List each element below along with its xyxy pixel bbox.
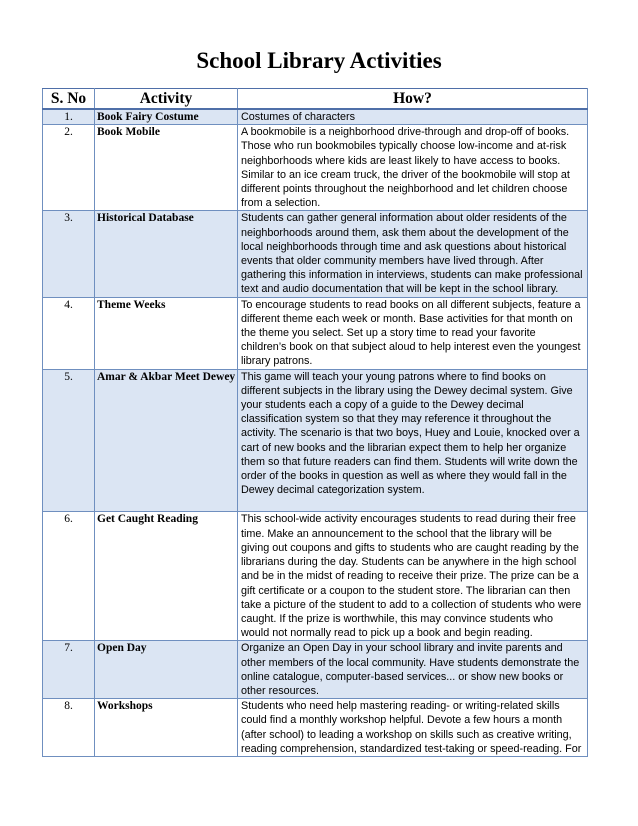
row-how: Students who need help mastering reading- or writing-related skills could find a monthly workshop helpful. Devote a few hours a month (after school) to leading a workshop on skills such as creative writing, reading comprehension, standardized test-taking or speed-reading. For: [238, 699, 588, 757]
row-number: 8.: [43, 699, 95, 757]
row-number: 4.: [43, 297, 95, 369]
row-how: This school-wide activity encourages students to read during their free time. Make an announcement to the school that the library will be giving out coupons and gifts to students who are caught reading by the librarians during the day. Students can be anywhere in the high school and be in the midst of reading to receive their prize. The prize can be a gift certificate or a coupon to the student store. The librarian can then take a picture of the student to add to a collection of students who were caught. If the prize is worthwhile, this may convince students who would not normally read to pick up a book and begin reading.: [238, 512, 588, 641]
row-activity: Book Fairy Costume: [95, 109, 238, 125]
row-activity: Amar & Akbar Meet Dewey: [95, 369, 238, 512]
table-row: [43, 211, 588, 297]
header-activity: Activity: [95, 89, 238, 110]
table-header-row: [43, 89, 588, 110]
row-number: 1.: [43, 109, 95, 125]
header-serial-no: S. No: [43, 89, 95, 110]
table-row: [43, 369, 588, 512]
activities-table: [42, 88, 588, 757]
row-number: 6.: [43, 512, 95, 641]
row-how: To encourage students to read books on all different subjects, feature a different theme each week or month. Base activities for that month on the theme you select. Set up a story time to read your favorite children’s book on that subject aloud to help interest even the youngest library patrons.: [238, 297, 588, 369]
row-number: 2.: [43, 125, 95, 211]
table-row: [43, 512, 588, 641]
table-row: [43, 699, 588, 757]
row-activity: Get Caught Reading: [95, 512, 238, 641]
row-number: 5.: [43, 369, 95, 512]
row-activity: Historical Database: [95, 211, 238, 297]
table-row: [43, 297, 588, 369]
row-how: This game will teach your young patrons where to find books on different subjects in the library using the Dewey decimal system. Give your students each a copy of a guide to the Dewey decimal classification system so that they may reference it throughout the activity. The scenario is that two boys, Huey and Louie, knocked over a cart of new books and the librarian expect them to help her organize them so that future readers can find them. Students will write down the order of the books in question as well as where they would fall in the Dewey decimal categorization system.: [238, 369, 588, 512]
row-how: Students can gather general information about older residents of the neighborhoods around them, ask them about the development of the local neighborhoods through time and ask questions about historical events that older community members have lived through. After gathering this information in interviews, students can make professional text and audio documentation that will be kept in the school library.: [238, 211, 588, 297]
row-how: Organize an Open Day in your school library and invite parents and other members of the local community. Have students demonstrate the online catalogue, computer-based services... or show new books or other resources.: [238, 641, 588, 699]
row-activity: Theme Weeks: [95, 297, 238, 369]
row-activity: Workshops: [95, 699, 238, 757]
table-row: [43, 125, 588, 211]
row-activity: Book Mobile: [95, 125, 238, 211]
header-how: How?: [238, 89, 588, 110]
table-row: [43, 641, 588, 699]
row-how: A bookmobile is a neighborhood drive-through and drop-off of books. Those who run bookmobiles typically choose low-income and at-risk neighborhoods where kids are least likely to have access to books. Similar to an ice cream truck, the driver of the bookmobile will stop at different points throughout the neighborhood and let children choose from a selection.: [238, 125, 588, 211]
table-row: [43, 109, 588, 125]
row-how: Costumes of characters: [238, 109, 588, 125]
row-activity: Open Day: [95, 641, 238, 699]
row-number: 7.: [43, 641, 95, 699]
row-number: 3.: [43, 211, 95, 297]
page-title: School Library Activities: [196, 48, 442, 73]
